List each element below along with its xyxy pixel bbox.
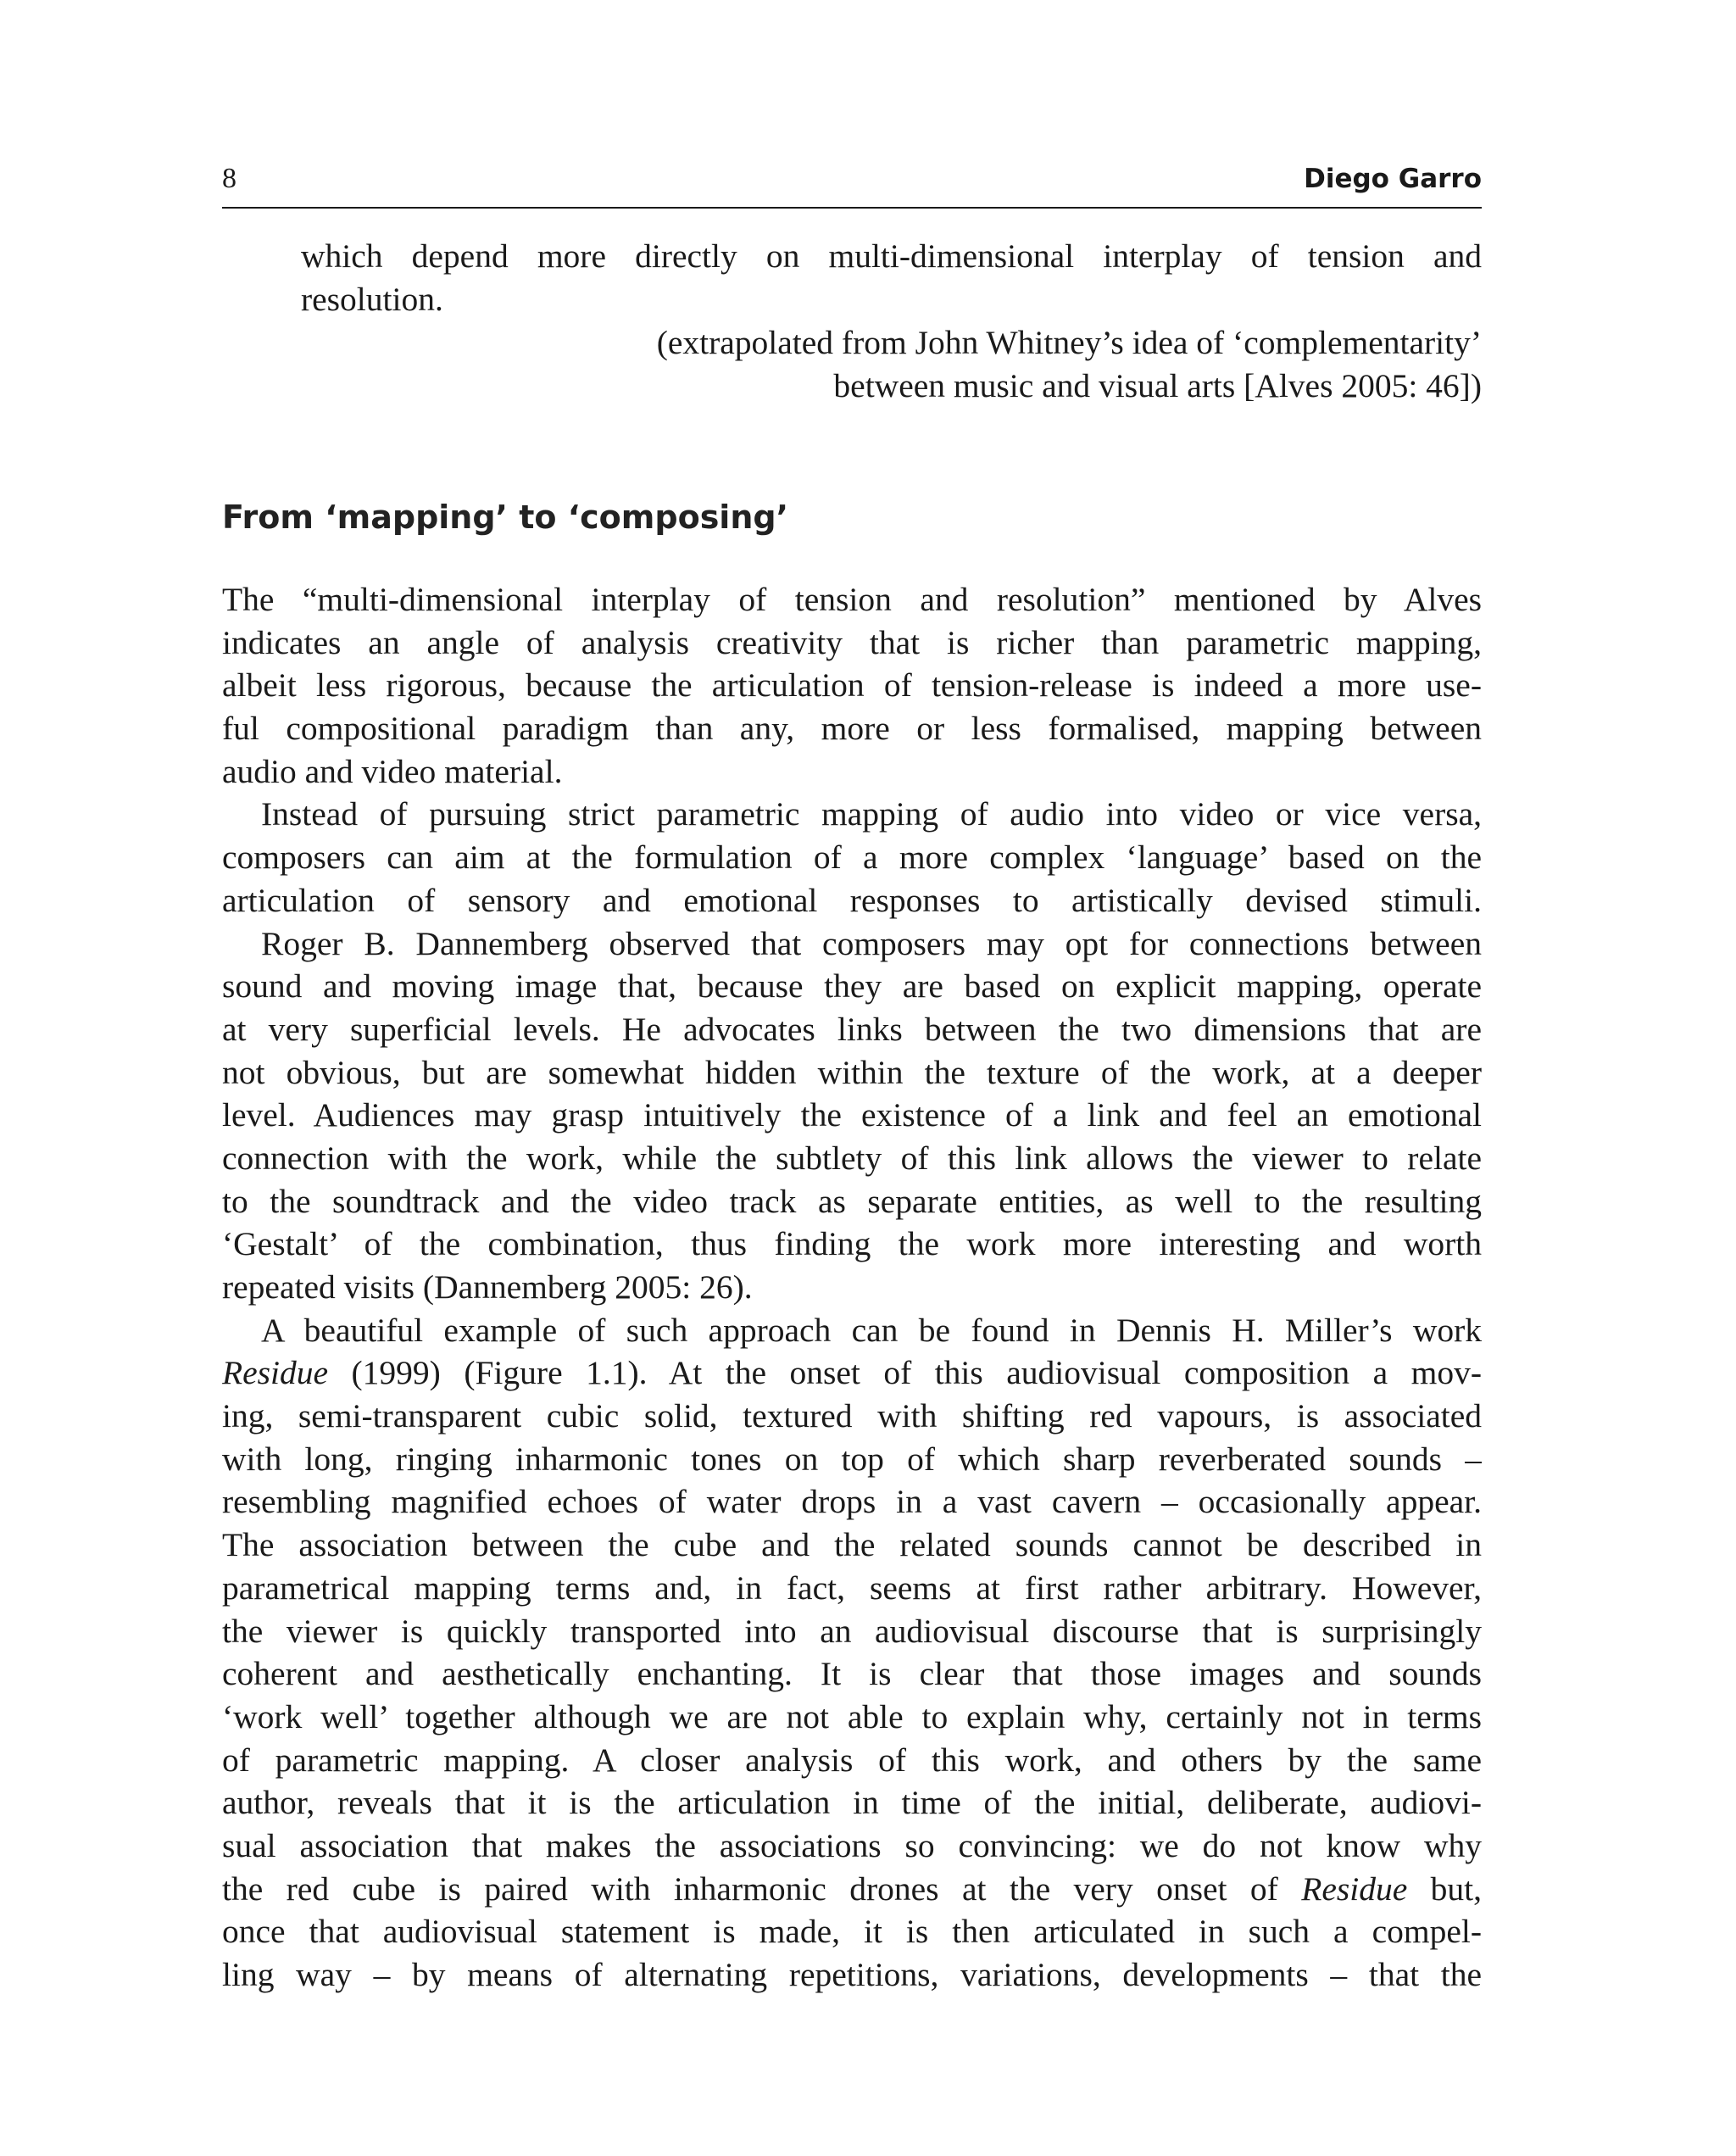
text-line: sound and moving image that, because they are based on explicit mapping, operate xyxy=(222,967,1482,1006)
attribution-line: (extrapolated from John Whitney’s idea of ‘complementarity’ xyxy=(656,324,1482,361)
epigraph-line: resolution. xyxy=(301,281,443,318)
running-head-author: Diego Garro xyxy=(1304,164,1482,194)
attribution-line: between music and visual arts [Alves 2005: 46]) xyxy=(833,367,1482,404)
text-line: ful compositional paradigm than any, more or less formalised, mapping between xyxy=(222,710,1482,748)
epigraph-quote xyxy=(301,235,1482,321)
text-line: composers can aim at the formulation of a more complex ‘language’ based on the xyxy=(222,838,1482,877)
running-header xyxy=(222,158,1482,209)
text-line: ‘Gestalt’ of the combination, thus finding the work more interesting and worth xyxy=(222,1225,1482,1263)
text-line: repeated visits (Dannemberg 2005: 26). xyxy=(222,1268,753,1306)
text-line: not obvious, but are somewhat hidden within the texture of the work, at a deeper xyxy=(222,1053,1482,1091)
epigraph-line: which depend more directly on multi-dimensional interplay of tension and xyxy=(301,237,1482,275)
epigraph-attribution xyxy=(657,321,1482,408)
text-line: ‘work well’ together although we are not able to explain why, certainly not in terms xyxy=(222,1697,1482,1735)
text-line: albeit less rigorous, because the articulation of tension-release is indeed a more use- xyxy=(222,666,1482,705)
text-line: to the soundtrack and the video track as separate entities, as well to the resulting xyxy=(222,1182,1482,1220)
text-line: ing, semi-transparent cubic solid, textured with shifting red vapours, is associated xyxy=(222,1397,1482,1435)
work-title: Residue xyxy=(1301,1869,1408,1908)
work-title: Residue xyxy=(222,1354,329,1392)
text-line: The “multi-dimensional interplay of tension and resolution” mentioned by Alves xyxy=(222,581,1482,618)
text-line: A beautiful example of such approach can be found in Dennis H. Miller’s work xyxy=(261,1311,1482,1349)
text-line: author, reveals that it is the articulation in time of the initial, deliberate, audiovi- xyxy=(222,1784,1482,1822)
text-line: parametrical mapping terms and, in fact, seems at first rather arbitrary. However, xyxy=(222,1568,1482,1607)
text-fragment: the red cube is paired with inharmonic drones at the very onset of xyxy=(222,1869,1278,1908)
text-line: ling way – by means of alternating repetitions, variations, developments – that the xyxy=(222,1956,1482,1993)
text-line: of parametric mapping. A closer analysis of this work, and others by the same xyxy=(222,1741,1482,1779)
text-line: audio and video material. xyxy=(222,752,563,790)
text-line: sual association that makes the associations so convincing: we do not know why xyxy=(222,1826,1482,1864)
text-line-with-title xyxy=(222,1351,1482,1395)
text-line: articulation of sensory and emotional responses to artistically devised stimuli. xyxy=(222,881,1482,919)
text-line: with long, ringing inharmonic tones on top of which sharp reverberated sounds – xyxy=(222,1440,1482,1478)
section-heading: From ‘mapping’ to ‘composing’ xyxy=(222,499,789,536)
text-line: Instead of pursuing strict parametric mapping of audio into video or vice versa, xyxy=(261,795,1482,833)
text-line: once that audiovisual statement is made, it is then articulated in such a compel- xyxy=(222,1913,1482,1951)
text-line: coherent and aesthetically enchanting. It is clear that those images and sounds xyxy=(222,1655,1482,1693)
text-line: at very superficial levels. He advocates links between the two dimensions that are xyxy=(222,1010,1482,1048)
text-line-with-title xyxy=(222,1868,1482,1911)
text-line: connection with the work, while the subtlety of this link allows the viewer to relate xyxy=(222,1139,1482,1177)
text-line: The association between the cube and the related sounds cannot be described in xyxy=(222,1526,1482,1564)
text-line: Roger B. Dannemberg observed that composers may opt for connections between xyxy=(261,924,1482,962)
text-fragment: (1999) (Figure 1.1). At the onset of this audiovisual composition a mov- xyxy=(351,1354,1482,1392)
text-line: level. Audiences may grasp intuitively the existence of a link and feel an emotional xyxy=(222,1096,1482,1134)
text-line: resembling magnified echoes of water drops in a vast cavern – occasionally appear. xyxy=(222,1483,1482,1521)
text-line: the viewer is quickly transported into an audiovisual discourse that is surprisingly xyxy=(222,1612,1482,1650)
page-number: 8 xyxy=(222,163,236,194)
text-line: indicates an angle of analysis creativity that is richer than parametric mapping, xyxy=(222,623,1482,661)
text-fragment: but, xyxy=(1430,1869,1482,1908)
body-text xyxy=(222,578,1482,1997)
